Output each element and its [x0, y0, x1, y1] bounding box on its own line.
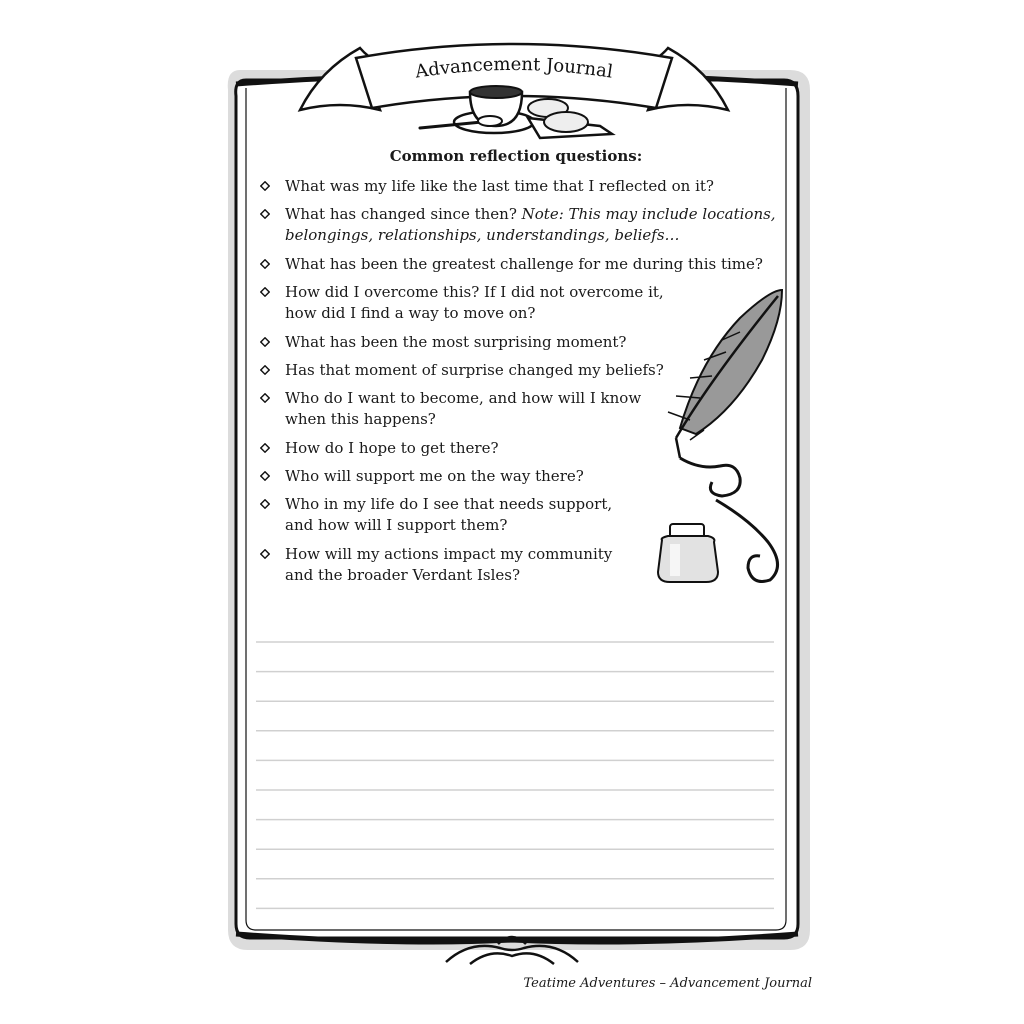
- diamond-bullet-icon: [260, 287, 270, 297]
- question-line: What has changed since then?: [285, 205, 522, 223]
- diamond-bullet-icon: [260, 471, 270, 481]
- spoon-bowl: [478, 116, 502, 126]
- question-text: [285, 332, 626, 353]
- question-line: and how will I support them?: [285, 516, 508, 534]
- question-line: How did I overcome this? If I did not overcome it,: [285, 283, 664, 301]
- question-text: [285, 360, 664, 381]
- teacup-rim: [470, 86, 522, 98]
- diamond-bullet-icon: [260, 337, 270, 347]
- question-line: What was my life like the last time that I reflected on it?: [285, 177, 714, 195]
- page-title: Advancement Journal: [413, 53, 615, 83]
- question-line: What has been the most surprising moment?: [285, 333, 627, 351]
- question-note: Note: This may include locations,: [521, 205, 776, 223]
- diamond-bullet-icon: [260, 365, 270, 375]
- question-text: [285, 494, 612, 536]
- question-line: how did I find a way to move on?: [285, 304, 536, 322]
- footer-caption: Teatime Adventures – Advancement Journal: [523, 976, 812, 991]
- question-line: when this happens?: [285, 410, 436, 428]
- diamond-bullet-icon: [260, 549, 270, 559]
- question-text: [285, 254, 763, 275]
- question-note: belongings, relationships, understandings, beliefs…: [285, 226, 680, 244]
- question-line: Who in my life do I see that needs support,: [285, 495, 613, 513]
- question-line: Who do I want to become, and how will I know: [285, 389, 642, 407]
- diamond-bullet-icon: [260, 209, 270, 219]
- question-text: [285, 282, 664, 324]
- question-text: [285, 438, 499, 459]
- diamond-bullet-icon: [260, 443, 270, 453]
- question-line: What has been the greatest challenge for me during this time?: [285, 255, 763, 273]
- question-line: and the broader Verdant Isles?: [285, 566, 521, 584]
- questions-heading: Common reflection questions:: [389, 147, 643, 165]
- question-line: Who will support me on the way there?: [285, 467, 584, 485]
- diamond-bullet-icon: [260, 393, 270, 403]
- diamond-bullet-icon: [260, 259, 270, 269]
- question-text: [285, 544, 612, 586]
- diamond-bullet-icon: [260, 181, 270, 191]
- diamond-bullet-icon: [260, 499, 270, 509]
- question-text: [285, 176, 714, 197]
- question-text: [285, 466, 584, 487]
- biscuit-icon-2: [544, 112, 588, 132]
- question-text: [285, 204, 776, 246]
- question-line: How will my actions impact my community: [285, 545, 613, 563]
- question-text: [285, 388, 641, 430]
- question-line: Has that moment of surprise changed my beliefs?: [285, 361, 664, 379]
- question-line: How do I hope to get there?: [285, 439, 499, 457]
